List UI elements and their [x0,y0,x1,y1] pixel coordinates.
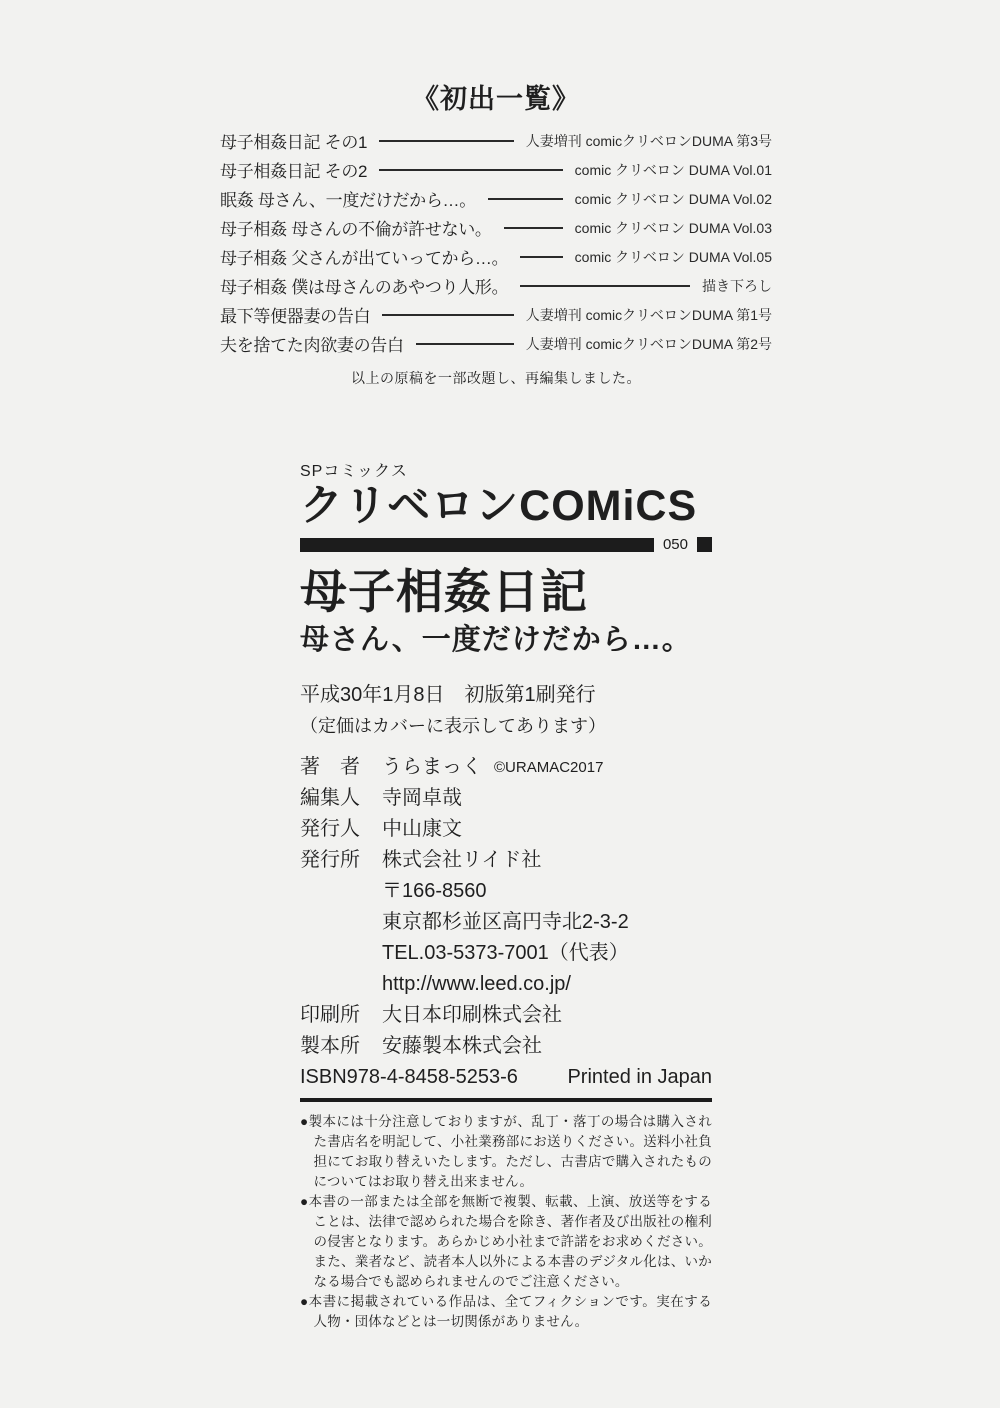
imprint-bar [300,538,654,552]
work-source: 人妻増刊 comicクリベロンDUMA 第1号 [525,306,772,323]
book-subtitle: 母さん、一度だけだから…。 [300,624,692,656]
credit-row-publisher [300,814,712,845]
imprint-bar-row [300,537,712,552]
credits-block [300,752,712,1062]
work-source: 人妻増刊 comicクリベロンDUMA 第2号 [525,335,772,352]
isbn-row [300,1064,712,1090]
binder-label: 製本所 [300,1035,360,1057]
work-title: 母子相姦 僕は母さんのあやつり人形。 [220,278,509,297]
office-tel: TEL.03-5373-7001（代表） [382,942,629,964]
first-publication-list [220,126,772,358]
publisher-name: 中山康文 [382,818,462,840]
work-title: 夫を捨てた肉欲妻の告白 [220,336,404,355]
leader-line [520,285,690,287]
first-publication-section [220,84,772,388]
colophon-section [300,462,712,1332]
first-publication-heading: 《初出一覧》 [412,84,580,114]
work-title: 眠姦 母さん、一度だけだから…。 [220,191,476,210]
list-item [220,329,772,358]
publisher-label: 発行人 [300,818,360,840]
edition-line: 平成30年1月8日 初版第1刷発行 [300,684,596,706]
credit-row-office [300,845,712,876]
printer-name: 大日本印刷株式会社 [382,1004,562,1026]
list-item [220,271,772,300]
work-source: 人妻増刊 comicクリベロンDUMA 第3号 [525,132,772,149]
book-title: 母子相姦日記 [300,565,588,618]
author-label: 著 者 [300,756,360,778]
office-url: http://www.leed.co.jp/ [382,973,571,995]
notice-returns: ●製本には十分注意しておりますが、乱丁・落丁の場合は購入された書店名を明記して、小社業務部にお送りください。送料小社負担にてお取り替えいたします。ただし、古書店で購入されたものについてはお取り替え出来ません。 [300,1114,712,1189]
work-source: comic クリベロン DUMA Vol.03 [574,219,772,236]
list-item [220,184,772,213]
credit-row-editor [300,783,712,814]
leader-line [416,343,514,345]
work-source: 描き下ろし [702,277,772,294]
legal-notices [300,1112,712,1332]
copyright-notice: ©URAMAC2017 [494,759,604,776]
work-source: comic クリベロン DUMA Vol.05 [574,248,772,265]
office-label: 発行所 [300,849,360,871]
leader-line [379,169,562,171]
imprint-volume-number: 050 [662,536,688,553]
office-postal-code: 〒166-8560 [382,880,487,902]
work-title: 母子相姦日記 その1 [220,133,368,152]
isbn-number: ISBN978-4-8458-5253-6 [300,1066,518,1088]
binder-name: 安藤製本株式会社 [382,1035,542,1057]
price-note: （定価はカバーに表示してあります） [300,716,606,736]
leader-line [520,256,562,258]
notice-copyright: ●本書の一部または全部を無断で複製、転載、上演、放送等をすることは、法律で認められた場合を除き、著作者及び出版社の権利の侵害となります。あらかじめ小社まで許諾をお求めください。また、業者など、読者本人以外による本書のデジタル化は、いかなる場合でも認められませんのでご注意ください。 [300,1194,712,1289]
office-name: 株式会社リイド社 [382,849,542,871]
work-title: 最下等便器妻の告白 [220,307,371,326]
leader-line [382,314,513,316]
leader-line [504,227,563,229]
printed-in-japan: Printed in Japan [567,1066,712,1088]
list-item [220,155,772,184]
leader-line [488,198,563,200]
credit-row-printer [300,1000,712,1031]
divider-rule [300,1098,712,1102]
leader-line [379,140,514,142]
list-item [220,300,772,329]
list-item [220,213,772,242]
work-title: 母子相姦 父さんが出ていってから…。 [220,249,509,268]
credit-row-binder [300,1031,712,1062]
editor-label: 編集人 [300,787,360,809]
credit-row-author [300,752,712,783]
author-name: うらまっく [382,756,482,778]
list-item [220,242,772,271]
imprint-series: SPコミックス [300,463,408,480]
imprint-logo: クリベロンCOMiCS [300,482,698,530]
work-title: 母子相姦日記 その2 [220,162,368,181]
first-publication-footnote: 以上の原稿を一部改題し、再編集しました。 [351,370,641,386]
printer-label: 印刷所 [300,1004,360,1026]
editor-name: 寺岡卓哉 [382,787,462,809]
work-source: comic クリベロン DUMA Vol.01 [574,161,772,178]
imprint-square-mark [697,537,712,552]
list-item [220,126,772,155]
office-address: 東京都杉並区高円寺北2-3-2 [382,911,629,933]
work-title: 母子相姦 母さんの不倫が許せない。 [220,220,492,239]
notice-fiction: ●本書に掲載されている作品は、全てフィクションです。実在する人物・団体などとは一切関係がありません。 [300,1294,712,1329]
work-source: comic クリベロン DUMA Vol.02 [574,190,772,207]
